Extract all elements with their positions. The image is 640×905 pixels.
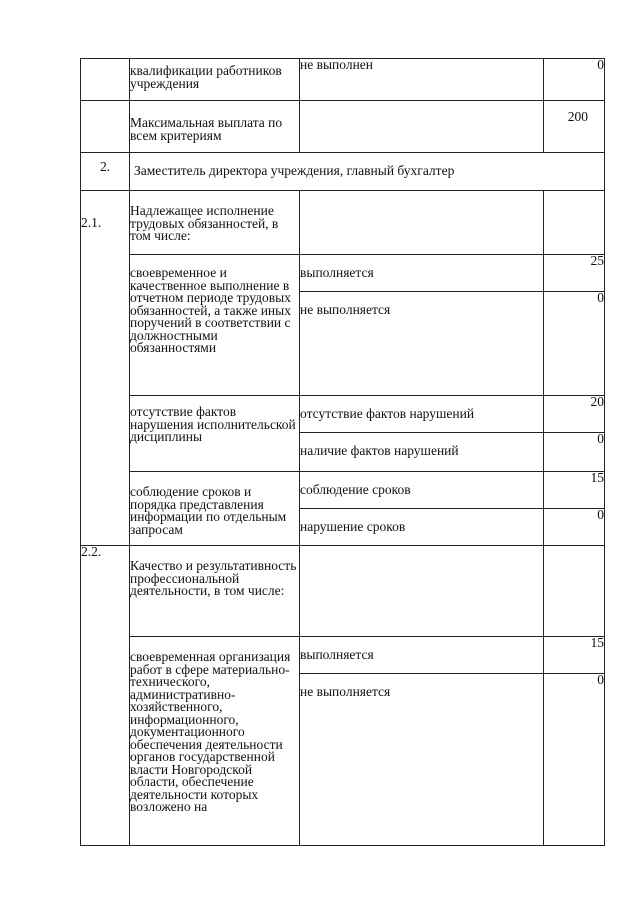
state-text: соблюдение сроков — [300, 482, 411, 497]
table-row — [81, 546, 605, 637]
state-cell — [300, 191, 544, 255]
state-cell — [300, 472, 544, 509]
state-cell — [300, 101, 544, 153]
criterion-cell — [130, 255, 300, 396]
section-number: 2.2. — [81, 544, 102, 559]
state-cell — [300, 255, 544, 292]
criterion-text: Максимальная выплата по всем критериям — [130, 115, 283, 143]
state-text: нарушение сроков — [300, 519, 406, 534]
score-cell — [544, 191, 605, 255]
criterion-text: отсутствие фактов нарушения исполнительской дисциплины — [130, 404, 296, 444]
section-number-cell — [81, 59, 130, 101]
score-value: 15 — [590, 635, 604, 650]
state-cell — [300, 292, 544, 396]
section-number: 2.1. — [81, 215, 102, 230]
criterion-text: Надлежащее исполнение трудовых обязанностей, в том числе: — [130, 203, 279, 243]
criterion-text: квалификации работников учреждения — [130, 63, 282, 91]
state-text: отсутствие фактов нарушений — [300, 406, 475, 421]
score-cell — [544, 255, 605, 292]
state-text: не выполняется — [300, 302, 391, 317]
score-cell — [544, 433, 605, 472]
criterion-cell — [130, 59, 300, 101]
criterion-text: своевременная организация работ в сфере материально-технического, административно-хозяйственного, информационного, документационного обеспечения деятельности органов государственной власти Новгородской области, обеспечение деятельности которых возложено на — [130, 649, 291, 814]
score-cell — [544, 509, 605, 546]
criterion-cell — [130, 101, 300, 153]
score-cell — [544, 59, 605, 101]
score-cell — [544, 101, 605, 153]
state-cell — [300, 59, 544, 101]
state-text: наличие фактов нарушений — [300, 443, 459, 458]
score-value: 0 — [597, 672, 604, 687]
score-cell — [544, 674, 605, 846]
criterion-cell — [130, 396, 300, 472]
score-value: 20 — [590, 394, 604, 409]
score-cell — [544, 292, 605, 396]
criterion-cell — [130, 637, 300, 846]
state-cell — [300, 674, 544, 846]
criterion-text: соблюдение сроков и порядка представления информации по отдельным запросам — [130, 484, 287, 537]
table-row — [81, 637, 605, 674]
state-text: не выполнен — [300, 57, 374, 72]
criteria-table — [80, 58, 605, 846]
score-value: 25 — [590, 253, 604, 268]
table-row — [81, 396, 605, 433]
table-row — [81, 472, 605, 509]
table-row — [81, 59, 605, 101]
score-cell — [544, 472, 605, 509]
score-value: 0 — [597, 431, 604, 446]
state-text: выполняется — [300, 265, 374, 280]
score-cell — [544, 396, 605, 433]
section-number-cell — [81, 153, 130, 191]
section-number-cell — [81, 101, 130, 153]
state-cell — [300, 433, 544, 472]
state-cell — [300, 637, 544, 674]
table-row — [81, 255, 605, 292]
section-number: 2. — [99, 159, 111, 174]
score-value: 0 — [597, 57, 604, 72]
criterion-cell — [130, 191, 300, 255]
state-cell — [300, 546, 544, 637]
score-cell — [544, 637, 605, 674]
section-number-cell — [81, 546, 130, 846]
state-cell — [300, 509, 544, 546]
score-value: 200 — [567, 109, 588, 124]
score-value: 0 — [597, 507, 604, 522]
criterion-text: своевременное и качественное выполнение в отчетном периоде трудовых обязанностей, а также иных поручений в соответствии с должностными обязанностями — [130, 265, 291, 355]
criterion-cell — [130, 472, 300, 546]
state-cell — [300, 396, 544, 433]
section-title: Заместитель директора учреждения, главный бухгалтер — [134, 163, 455, 178]
table-row — [81, 101, 605, 153]
table-row — [81, 153, 605, 191]
section-header-cell — [130, 153, 605, 191]
score-cell — [544, 546, 605, 637]
score-value: 0 — [597, 290, 604, 305]
section-number-cell — [81, 191, 130, 546]
table-row — [81, 191, 605, 255]
state-text: выполняется — [300, 647, 374, 662]
criterion-cell — [130, 546, 300, 637]
score-value: 15 — [590, 470, 604, 485]
criterion-text: Качество и результативность профессиональной деятельности, в том числе: — [130, 558, 297, 598]
state-text: не выполняется — [300, 684, 391, 699]
